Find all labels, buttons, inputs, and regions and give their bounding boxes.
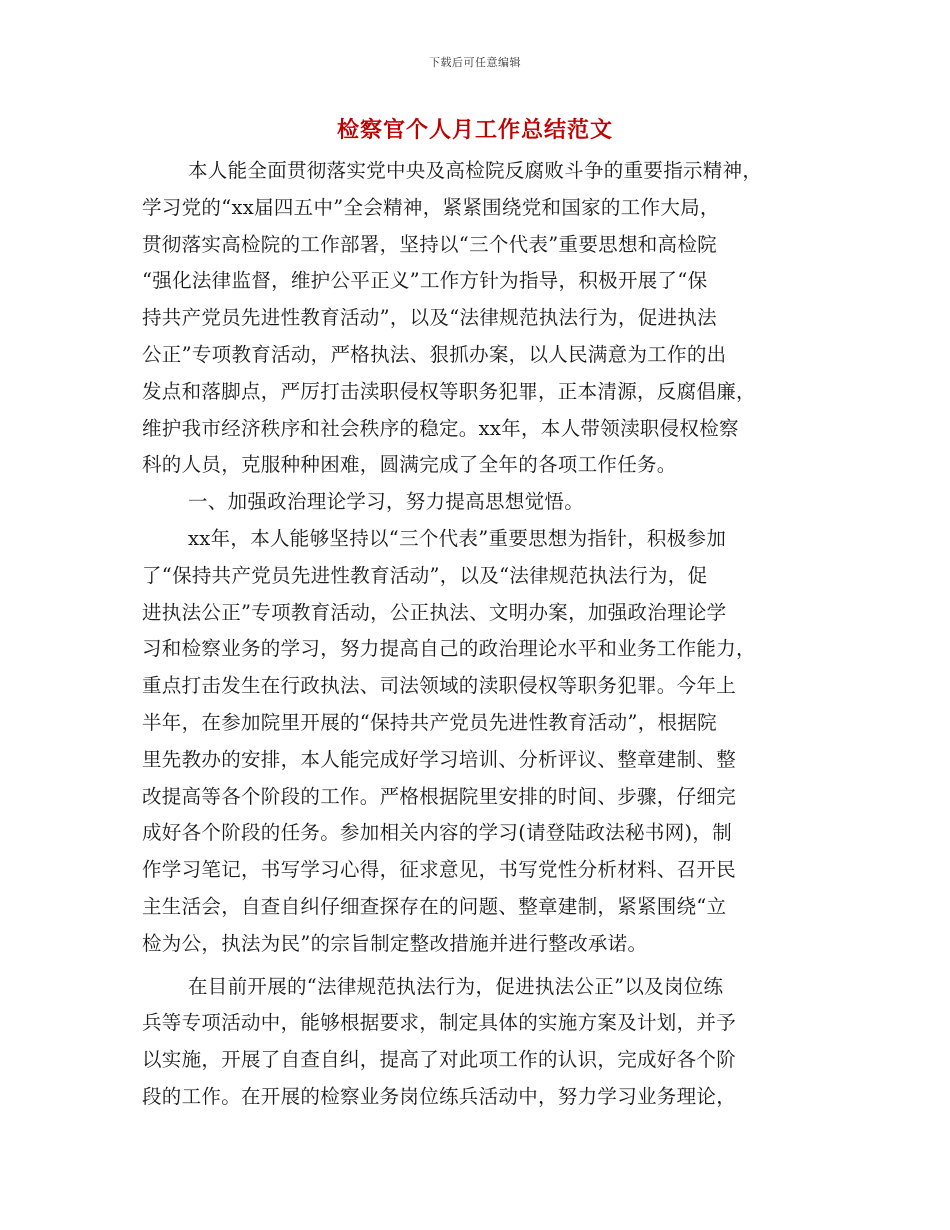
- text-line: 一、加强政治理论学习，努力提高思想觉悟。: [188, 490, 585, 514]
- text-line: 半年，在参加院里开展的“保持共产党员先进性教育活动”，根据院: [142, 710, 717, 734]
- text-line: 维护我市经济秩序和社会秩序的稳定。xx年，本人带领渎职侵权检察: [142, 416, 739, 440]
- text-line: 公正”专项教育活动，严格执法、狠抓办案，以人民满意为工作的出: [142, 342, 727, 366]
- text-line: 段的工作。在开展的检察业务岗位练兵活动中，努力学习业务理论，: [142, 1084, 737, 1108]
- text-line: 持共产党员先进性教育活动”，以及“法律规范执法行为，促进执法: [142, 306, 717, 330]
- text-line: 改提高等各个阶段的工作。严格根据院里安排的时间、步骤，仔细完: [142, 784, 737, 808]
- text-line: 本人能全面贯彻落实党中央及高检院反腐败斗争的重要指示精神，: [188, 159, 763, 182]
- text-line: 贯彻落实高检院的工作部署，坚持以“三个代表”重要思想和高检院: [142, 232, 717, 256]
- text-line: 以实施，开展了自查自纠，提高了对此项工作的认识，完成好各个阶: [142, 1048, 737, 1072]
- text-line: “强化法律监督，维护公平正义”工作方针为指导，积极开展了“保: [142, 269, 708, 293]
- text-line: 兵等专项活动中，能够根据要求，制定具体的实施方案及计划，并予: [142, 1011, 737, 1035]
- text-line: 重点打击发生在行政执法、司法领域的渎职侵权等职务犯罪。今年上: [142, 674, 737, 698]
- text-line: 成好各个阶段的任务。参加相关内容的学习(请登陆政法秘书网)，制: [142, 821, 733, 845]
- text-line: 学习党的“xx届四五中”全会精神，紧紧围绕党和国家的工作大局，: [142, 195, 720, 219]
- text-line: 里先教办的安排，本人能完成好学习培训、分析评议、整章建制、整: [142, 747, 737, 771]
- text-line: 了“保持共产党员先进性教育活动”，以及“法律规范执法行为，促: [142, 563, 708, 587]
- header-note: 下载后可任意编辑: [429, 56, 521, 69]
- text-line: 习和检察业务的学习，努力提高自己的政治理论水平和业务工作能力，: [142, 637, 756, 661]
- text-line: 科的人员，克服种种困难，圆满完成了全年的各项工作任务。: [142, 453, 677, 477]
- document-body: [142, 153, 810, 1116]
- text-line: 检为公，执法为民”的宗旨制定整改措施并进行整改承诺。: [142, 931, 648, 955]
- document-title: 检察官个人月工作总结范文: [336, 117, 613, 143]
- text-line: xx年，本人能够坚持以“三个代表”重要思想为指针，积极参加: [188, 526, 727, 550]
- text-line: 进执法公正”专项教育活动，公正执法、文明办案，加强政治理论学: [142, 600, 727, 624]
- text-line: 在目前开展的“法律规范执法行为，促进执法公正”以及岗位练: [188, 974, 724, 998]
- text-line: 发点和落脚点，严厉打击渎职侵权等职务犯罪，正本清源，反腐倡廉，: [142, 379, 756, 403]
- text-line: 主生活会，自查自纠仔细查探存在的问题、整章建制，紧紧围绕“立: [142, 894, 727, 918]
- text-line: 作学习笔记，书写学习心得，征求意见，书写党性分析材料、召开民: [142, 858, 737, 882]
